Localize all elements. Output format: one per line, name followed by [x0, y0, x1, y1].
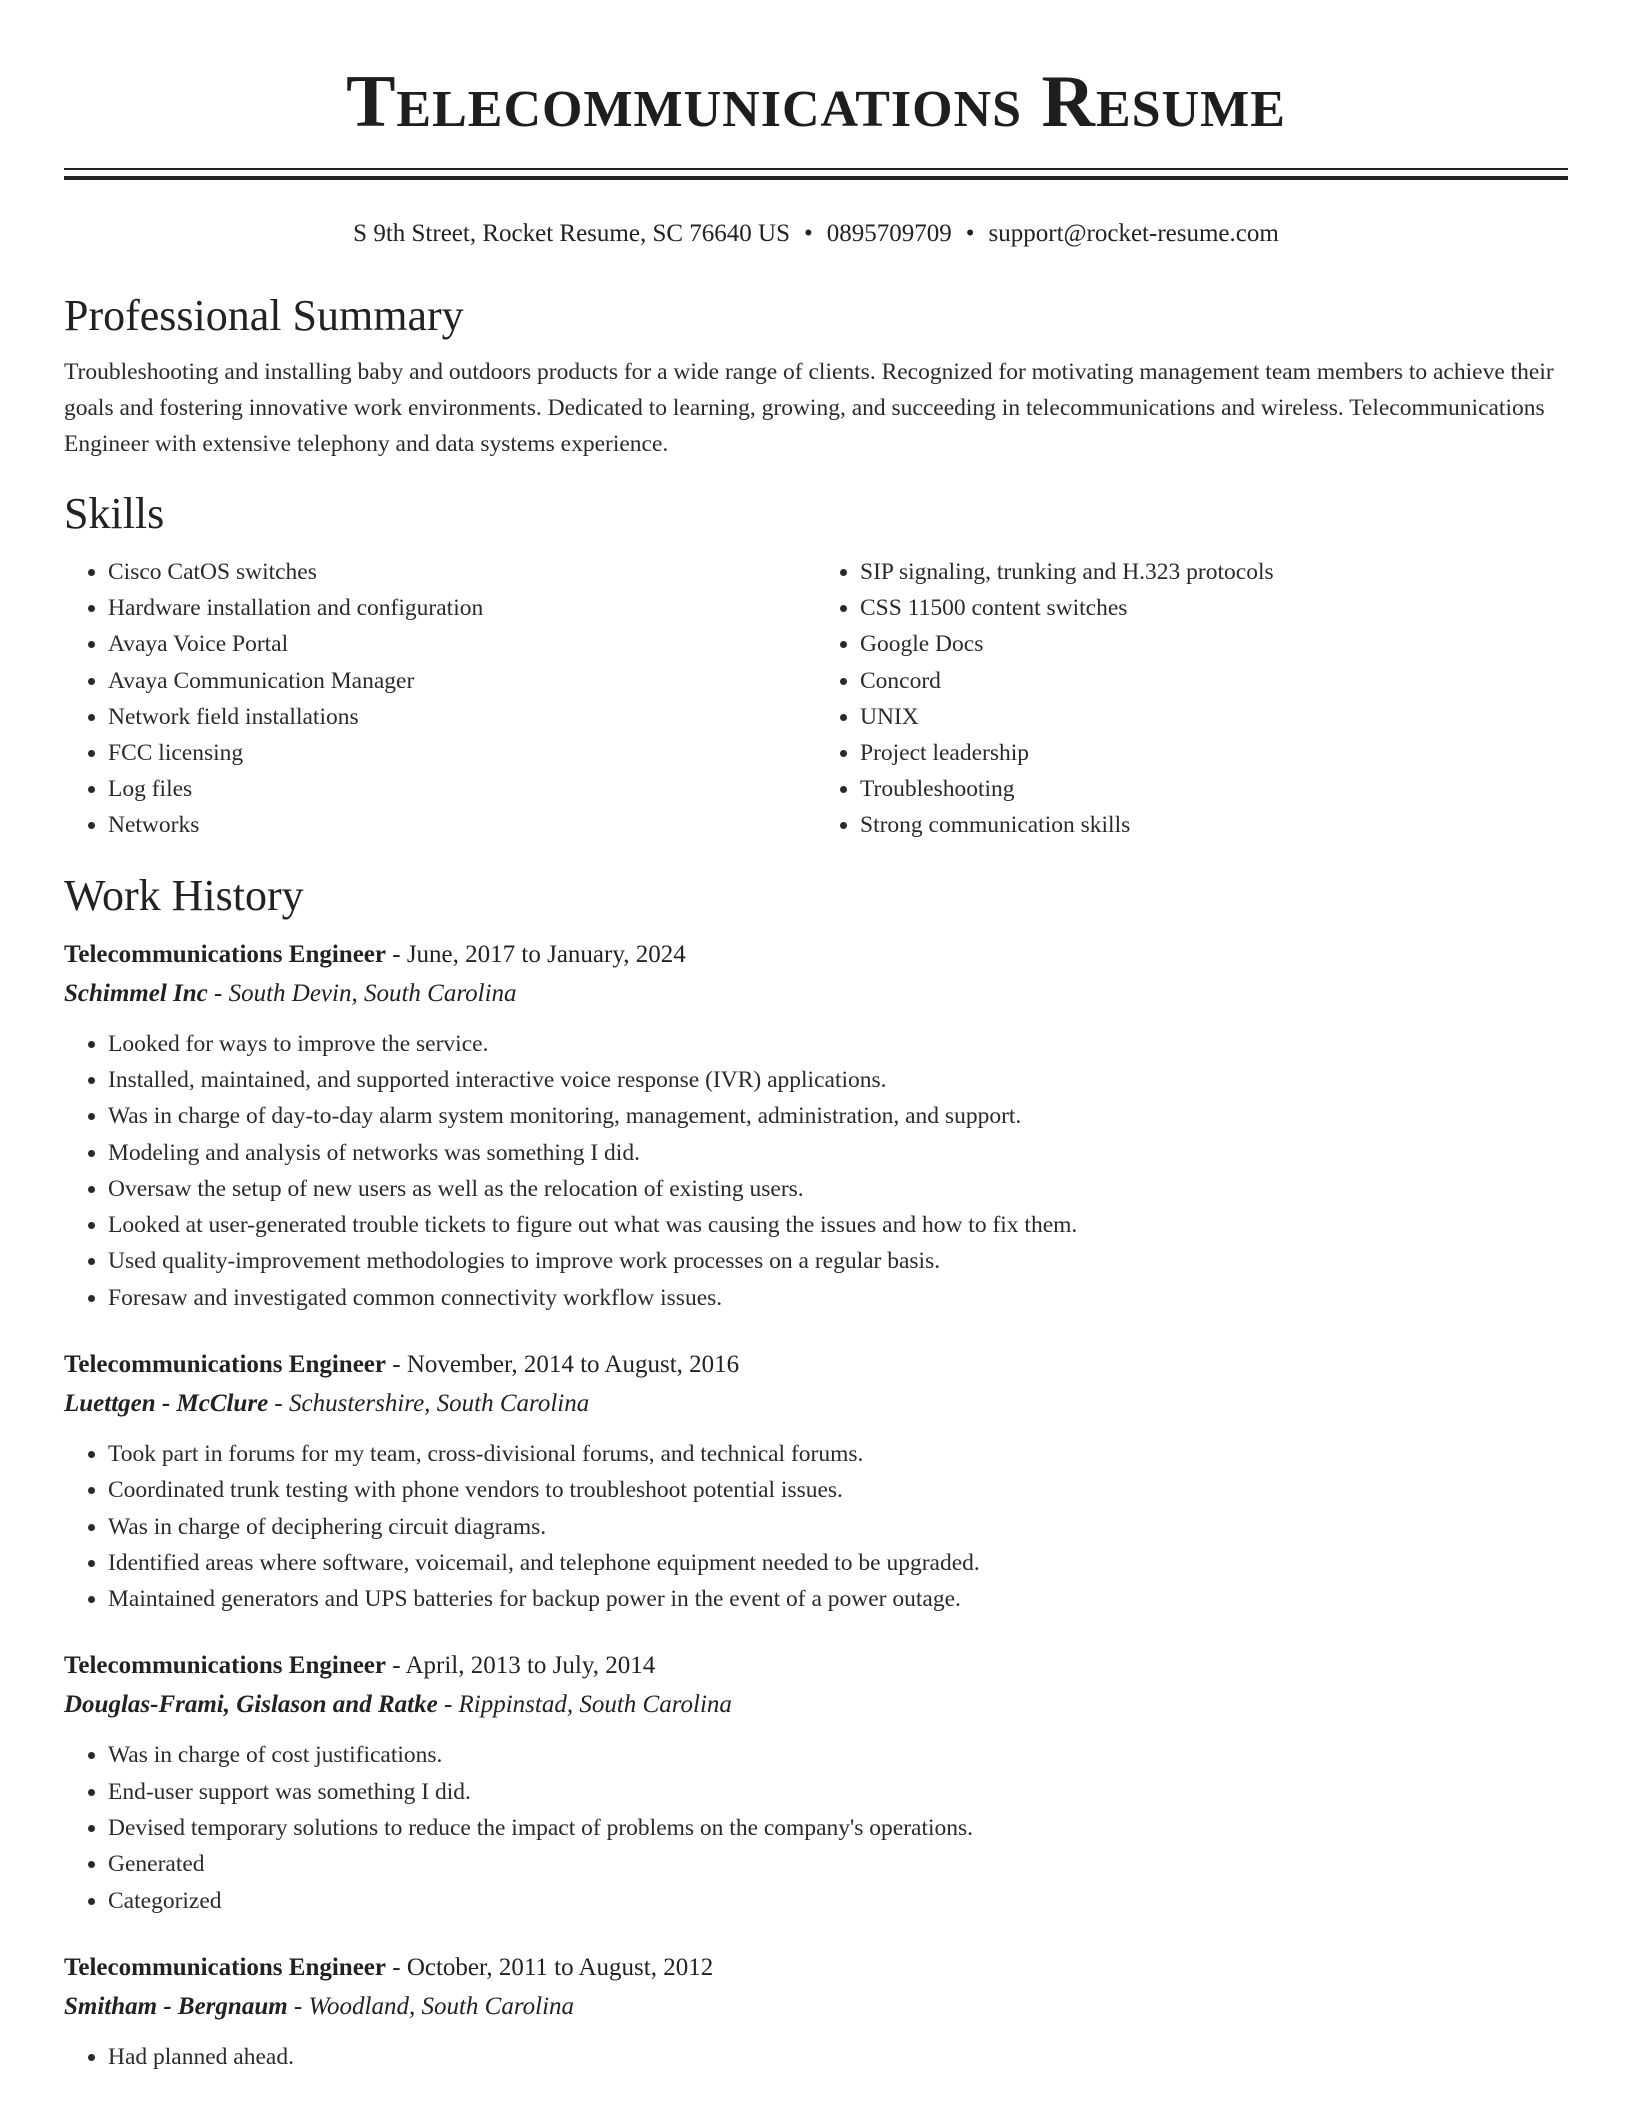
skill-item: • CSS 11500 content switches — [860, 590, 1568, 626]
skill-item: • Hardware installation and configuration — [108, 590, 816, 626]
skill-item: • Troubleshooting — [860, 771, 1568, 807]
contact-address: S 9th Street, Rocket Resume, SC 76640 US — [353, 220, 790, 247]
contact-separator: • — [803, 220, 813, 247]
skill-item: • Google Docs — [860, 626, 1568, 662]
duty-item: • Used quality-improvement methodologies to improve work processes on a regular basis. — [108, 1243, 1568, 1279]
duty-item: • Identified areas where software, voicemail, and telephone equipment needed to be upgraded. — [108, 1545, 1568, 1581]
duty-item: • Modeling and analysis of networks was something I did. — [108, 1135, 1568, 1171]
summary-heading: Professional Summary — [64, 291, 464, 340]
duty-item: • Was in charge of day-to-day alarm system monitoring, management, administration, and support. — [108, 1098, 1568, 1134]
contact-email: support@rocket-resume.com — [988, 220, 1279, 247]
duty-item: • Took part in forums for my team, cross-divisional forums, and technical forums. — [108, 1436, 1568, 1472]
job-title-line — [64, 1949, 1568, 1987]
skill-item: • FCC licensing — [108, 735, 816, 771]
company-location: - Woodland, South Carolina — [287, 1992, 575, 2020]
job-duties — [64, 2039, 1568, 2075]
company-name: Luettgen - McClure — [64, 1390, 269, 1417]
skill-item: • Strong communication skills — [860, 807, 1568, 843]
job-title-line — [64, 1346, 1568, 1384]
job-entry — [64, 1949, 1568, 2075]
duty-item: • Oversaw the setup of new users as well as the relocation of existing users. — [108, 1171, 1568, 1207]
duty-item: • Generated — [108, 1846, 1568, 1882]
skill-item: • Network field installations — [108, 699, 816, 735]
duty-item: • Foresaw and investigated common connectivity workflow issues. — [108, 1280, 1568, 1316]
skills-list-right — [816, 554, 1568, 844]
skill-item: • Log files — [108, 771, 816, 807]
job-dates: - November, 2014 to August, 2016 — [386, 1351, 740, 1378]
job-entry — [64, 1647, 1568, 1918]
job-company-line — [64, 1685, 1568, 1725]
company-name: Schimmel Inc — [64, 979, 208, 1007]
skill-item: • Cisco CatOS switches — [108, 554, 816, 590]
job-entry — [64, 936, 1568, 1316]
skill-item: • UNIX — [860, 699, 1568, 735]
work-history-heading: Work History — [64, 870, 304, 920]
company-name: Smitham - Bergnaum — [64, 1992, 288, 2020]
job-dates: - April, 2013 to July, 2014 — [386, 1652, 656, 1680]
company-location: - Rippinstad, South Carolina — [437, 1691, 732, 1719]
job-title: Telecommunications Engineer — [64, 1351, 386, 1378]
title-rule-thin — [64, 168, 1568, 170]
company-name: Douglas-Frami, Gislason and Ratke — [64, 1691, 438, 1719]
duty-item: • Devised temporary solutions to reduce the impact of problems on the company's operations. — [108, 1810, 1568, 1846]
duty-item: • Maintained generators and UPS batteries for backup power in the event of a power outage. — [108, 1581, 1568, 1617]
skill-item: • Project leadership — [860, 735, 1568, 771]
duty-item: • Installed, maintained, and supported interactive voice response (IVR) applications. — [108, 1062, 1568, 1098]
skill-item: • Avaya Voice Portal — [108, 626, 816, 662]
resume-title: Telecommunications Resume — [346, 61, 1286, 143]
job-duties — [64, 1026, 1568, 1316]
job-dates: - June, 2017 to January, 2024 — [386, 940, 686, 968]
duty-item: • End-user support was something I did. — [108, 1774, 1568, 1810]
duty-item: • Coordinated trunk testing with phone vendors to troubleshoot potential issues. — [108, 1472, 1568, 1508]
job-title: Telecommunications Engineer — [64, 940, 386, 968]
duty-item: • Was in charge of deciphering circuit diagrams. — [108, 1509, 1568, 1545]
job-title-line — [64, 1647, 1568, 1685]
job-title: Telecommunications Engineer — [64, 1953, 386, 1981]
duty-item: • Categorized — [108, 1883, 1568, 1919]
title-rule-thick — [64, 176, 1568, 180]
job-company-line — [64, 974, 1568, 1014]
duty-item: • Looked for ways to improve the service. — [108, 1026, 1568, 1062]
duty-item: • Had planned ahead. — [108, 2039, 1568, 2075]
job-duties — [64, 1436, 1568, 1617]
contact-separator: • — [965, 220, 975, 247]
job-duties — [64, 1737, 1568, 1918]
skill-item: • Concord — [860, 663, 1568, 699]
skills-grid — [64, 554, 1568, 844]
duty-item: • Looked at user-generated trouble tickets to figure out what was causing the issues and how to fix them. — [108, 1207, 1568, 1243]
skill-item: • SIP signaling, trunking and H.323 protocols — [860, 554, 1568, 590]
duty-item: • Was in charge of cost justifications. — [108, 1737, 1568, 1773]
resume-page — [64, 0, 1568, 2075]
skills-list-left — [64, 554, 816, 844]
skill-item: • Avaya Communication Manager — [108, 663, 816, 699]
company-location: - Schustershire, South Carolina — [268, 1390, 590, 1417]
job-company-line — [64, 1987, 1568, 2027]
contact-phone: 0895709709 — [826, 220, 952, 247]
skills-heading: Skills — [64, 489, 165, 538]
job-entry — [64, 1346, 1568, 1617]
summary-text: Troubleshooting and installing baby and outdoors products for a wide range of clients. Recognized for motivating management team members to achieve their goals and fostering innovative work environments. Dedicated to learning, growing, and succeeding in telecommunications and wireless. Telecommunications Engineer with extensive telephony and data systems experience. — [64, 359, 1554, 457]
skill-item: • Networks — [108, 807, 816, 843]
company-location: - South Devin, South Carolina — [207, 979, 517, 1007]
job-company-line — [64, 1384, 1568, 1424]
job-dates: - October, 2011 to August, 2012 — [386, 1953, 714, 1981]
job-title: Telecommunications Engineer — [64, 1652, 386, 1680]
contact-line — [64, 216, 1568, 252]
job-title-line — [64, 936, 1568, 974]
